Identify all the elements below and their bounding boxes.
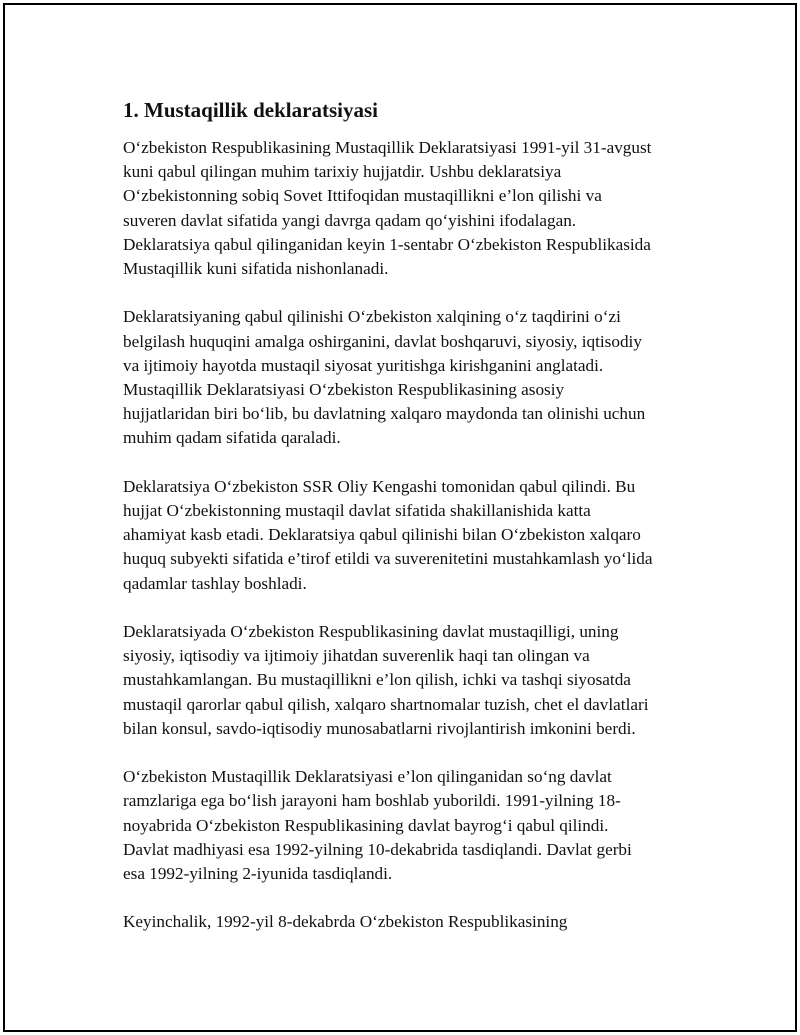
text-line: hujjat O‘zbekistonning mustaqil davlat sifatida shakillanishida katta [123,501,591,521]
text-line: ramzlariga ega bo‘lish jarayoni ham boshlab yuborildi. 1991-yilning 18- [123,791,621,811]
text-line: ahamiyat kasb etadi. Deklaratsiya qabul qilinishi bilan O‘zbekiston xalqaro [123,525,641,545]
text-line: mustaqil qarorlar qabul qilish, xalqaro shartnomalar tuzish, chet el davlatlari [123,694,649,714]
text-line: huquq subyekti sifatida e’tirof etildi va suverenitetini mustahkamlash yo‘lida [123,549,653,569]
paragraph-2 [123,305,695,450]
paragraph-6 [123,910,695,934]
text-line: kuni qabul qilingan muhim tarixiy hujjatdir. Ushbu deklaratsiya [123,162,562,182]
text-line: O‘zbekiston Mustaqillik Deklaratsiyasi e’lon qilinganidan so‘ng davlat [123,767,612,787]
text-line: Keyinchalik, 1992-yil 8-dekabrda O‘zbekiston Respublikasining [123,912,568,932]
text-line: esa 1992-yilning 2-iyunida tasdiqlandi. [123,864,393,884]
paragraph-3 [123,475,695,596]
text-line: qadamlar tashlay boshladi. [123,573,307,593]
text-line: Deklaratsiya O‘zbekiston SSR Oliy Kengashi tomonidan qabul qilindi. Bu [123,476,636,496]
text-line: Mustaqillik Deklaratsiyasi O‘zbekiston Respublikasining asosiy [123,380,565,400]
text-line: mustahkamlangan. Bu mustaqillikni e’lon qilish, ichki va tashqi siyosatda [123,670,631,690]
text-line: suveren davlat sifatida yangi davrga qadam qo‘yishini ifodalagan. [123,210,577,230]
text-line: Mustaqillik kuni sifatida nishonlanadi. [123,259,389,279]
paragraph-5 [123,765,695,886]
section-heading: 1. Mustaqillik deklaratsiyasi [123,98,378,122]
text-line: hujjatlaridan biri bo‘lib, bu davlatning xalqaro maydonda tan olinishi uchun [123,404,646,424]
text-line: Deklaratsiyada O‘zbekiston Respublikasining davlat mustaqilligi, uning [123,622,619,642]
text-line: va ijtimoiy hayotda mustaqil siyosat yuritishga kirishganini anglatadi. [123,355,604,375]
text-line: noyabrida O‘zbekiston Respublikasining davlat bayrog‘i qabul qilindi. [123,815,609,835]
document-body [123,97,695,959]
text-line: Deklaratsiyaning qabul qilinishi O‘zbekiston xalqining o‘z taqdirini o‘zi [123,307,621,327]
text-line: Deklaratsiya qabul qilinganidan keyin 1-sentabr O‘zbekiston Respublikasida [123,234,651,254]
text-line: belgilash huquqini amalga oshirganini, davlat boshqaruvi, siyosiy, iqtisodiy [123,331,642,351]
text-line: siyosiy, iqtisodiy va ijtimoiy jihatdan suverenlik haqi tan olingan va [123,646,590,666]
paragraph-1 [123,136,695,281]
text-line: O‘zbekiston Respublikasining Mustaqillik Deklaratsiyasi 1991-yil 31-avgust [123,138,652,157]
page-frame [3,3,797,1032]
text-line: muhim qadam sifatida qaraladi. [123,428,341,448]
text-line: O‘zbekistonning sobiq Sovet Ittifoqidan mustaqillikni e’lon qilishi va [123,186,602,206]
paragraph-4 [123,620,695,741]
text-line: bilan konsul, savdo-iqtisodiy munosabatlarni rivojlantirish imkonini berdi. [123,718,636,738]
text-line: Davlat madhiyasi esa 1992-yilning 10-dekabrida tasdiqlandi. Davlat gerbi [123,839,632,859]
